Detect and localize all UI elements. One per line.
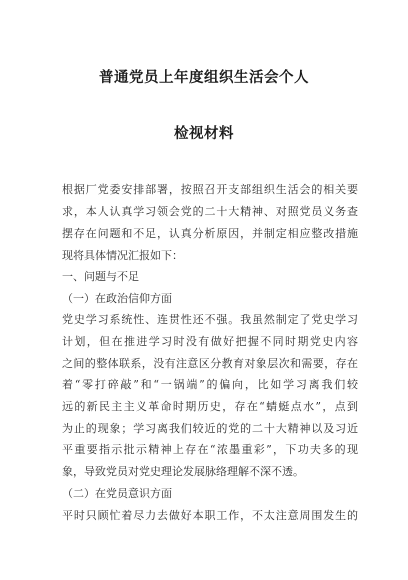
body-line: 根据厂党委安排部署，按照召开支部组织生活会的相关要 [62, 183, 358, 196]
document-subtitle: 检视材料 [174, 126, 234, 142]
body-line: 计划，但在推进学习时没有做好把握不同时期党史内容 [62, 335, 358, 348]
body-line: 党史学习系统性、连贯性还不强。我虽然制定了党史学习 [62, 313, 358, 326]
body-line: 着“零打碎敲”和“一锅端”的偏向，比如学习离我们较 [62, 378, 358, 391]
document-title: 普通党员上年度组织生活会个人 [99, 70, 309, 86]
body-line: 象，导致党员对党史理论发展脉络理解不深不透。 [62, 465, 304, 478]
body-line: 平重要指示批示精神上存在“浓墨重彩”，下功夫多的现 [62, 443, 358, 456]
body-line: 之间的整体联系，没有注意区分教育对象层次和需要，存在 [62, 357, 358, 370]
body-line: 为止的现象；学习离我们较近的党的二十大精神以及习近 [62, 422, 358, 435]
subsection-heading: （一）在政治信仰方面 [62, 292, 172, 305]
subsection-heading: （二）在党员意识方面 [62, 487, 172, 500]
section-heading: 一、问题与不足 [62, 270, 139, 283]
body-line: 平时只顾忙着尽力去做好本职工作，不太注意周围发生的 [62, 509, 358, 522]
body-line: 摆存在问题和不足，认真分析原因，并制定相应整改措施 [62, 227, 358, 240]
body-line: 求，本人认真学习领会党的二十大精神、对照党员义务查 [62, 205, 358, 218]
body-line: 现将具体情况汇报如下： [62, 249, 183, 262]
body-line: 远的新民主主义革命时期历史，存在“蜻蜓点水”，点到 [62, 400, 358, 413]
